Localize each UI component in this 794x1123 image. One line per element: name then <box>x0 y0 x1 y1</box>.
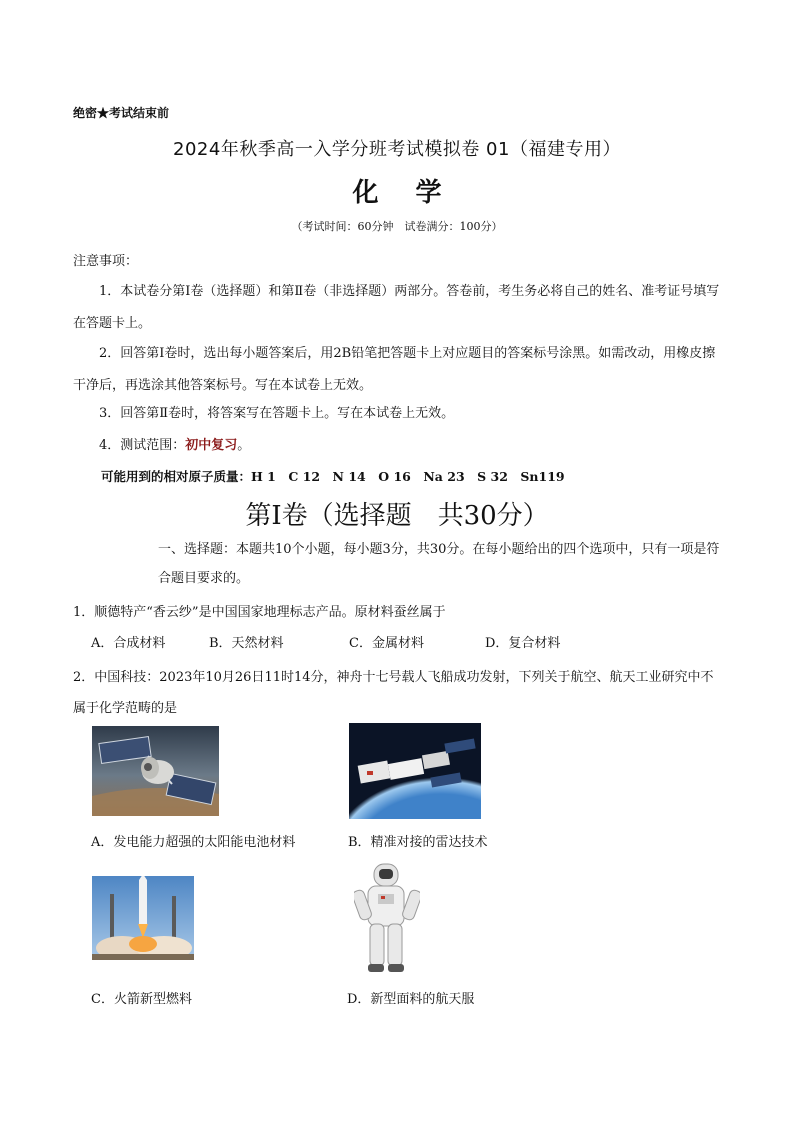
atomic-masses: 可能用到的相对原子质量：H 1 C 12 N 14 O 16 Na 23 S 32 Sn119 <box>101 469 565 484</box>
q1-option-c: C．金属材料 <box>349 636 424 651</box>
q2-option-a: A．发电能力超强的太阳能电池材料 <box>91 835 296 850</box>
rocket-launch-image <box>92 876 194 960</box>
notice-item-1: 1．本试卷分第Ⅰ卷（选择题）和第Ⅱ卷（非选择题）两部分。答卷前，考生务必将自己的姓名、准考证号填写在答题卡上。 <box>73 284 720 331</box>
question-2-stem: 2．中国科技：2023年10月26日11时14分，神舟十七号载人飞船成功发射，下列关于航空、航天工业研究中不属于化学范畴的是 <box>73 670 714 716</box>
q2-option-c: C．火箭新型燃料 <box>91 992 192 1007</box>
question-1-stem: 1．顺德特产“香云纱”是中国国家地理标志产品。原材料蚕丝属于 <box>73 605 446 620</box>
notice-item-4 <box>73 430 723 462</box>
notice-title: 注意事项： <box>73 254 139 269</box>
docking-spacecraft-image <box>349 723 481 819</box>
scope-prefix: 4．测试范围： <box>99 438 186 453</box>
subject-title: 化 学 <box>352 178 456 208</box>
scope-value: 初中复习 <box>185 438 238 453</box>
exam-info: （考试时间：60分钟 试卷满分：100分） <box>291 220 503 233</box>
notice-item-2: 2．回答第Ⅰ卷时，选出每小题答案后，用2B铅笔把答题卡上对应题目的答案标号涂黑。如需改动，用橡皮擦干净后，再选涂其他答案标号。写在本试卷上无效。 <box>73 346 716 393</box>
notice-item-3: 3．回答第Ⅱ卷时，将答案写在答题卡上。写在本试卷上无效。 <box>99 406 455 421</box>
q2-option-d: D．新型面料的航天服 <box>347 992 475 1007</box>
q1-option-b: B．天然材料 <box>209 636 284 651</box>
q1-option-a: A．合成材料 <box>91 636 166 651</box>
section-title: 第Ⅰ卷（选择题 共30分） <box>245 501 549 531</box>
confidential-label: 绝密★考试结束前 <box>73 106 170 120</box>
spacecraft-solar-panel-image <box>92 726 219 816</box>
q2-option-b: B．精准对接的雷达技术 <box>348 835 488 850</box>
astronaut-spacesuit-image <box>354 860 420 974</box>
section-description: 一、选择题：本题共10个小题，每小题3分，共30分。在每小题给出的四个选项中，只有一项是符合题目要求的。 <box>158 542 720 586</box>
exam-title: 2024年秋季高一入学分班考试模拟卷 01（福建专用） <box>173 139 621 160</box>
q1-option-d: D．复合材料 <box>485 636 561 651</box>
scope-suffix: 。 <box>237 438 251 453</box>
question-1-options <box>91 632 560 651</box>
